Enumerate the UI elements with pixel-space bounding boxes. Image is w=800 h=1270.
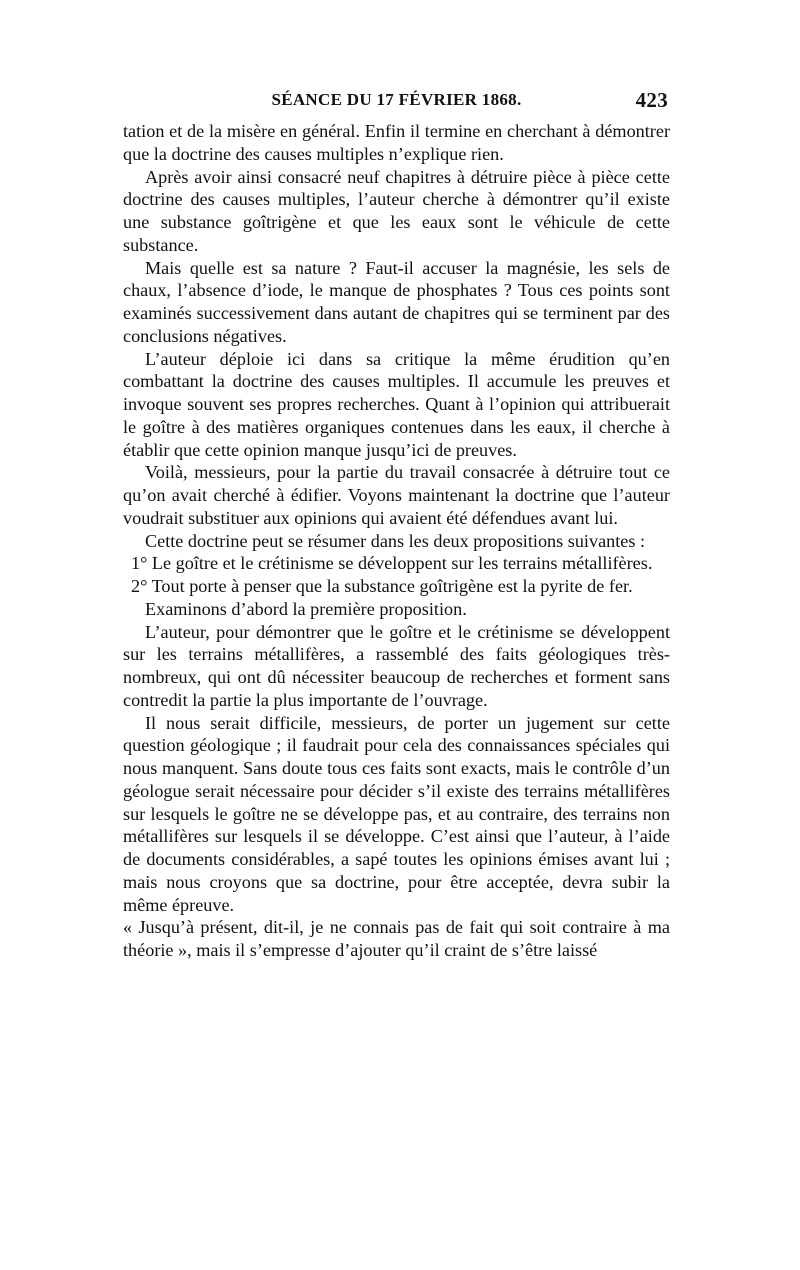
paragraph: Cette doctrine peut se résumer dans les deux propositions suivantes : xyxy=(145,530,646,551)
paragraph: Il nous serait difficile, messieurs, de porter un jugement sur cette question géologique ; il faudrait pour cela des connaissances spéciales qui nous manquent. Sans doute tous ces faits sont exacts, mais le contrôle d’un géologue serait nécessaire pour décider s’il existe des terrains métallifères sur lesquels le goître ne se développe pas, et au contraire, des terrains non métallifères sur lesquels il se développe. C’est ainsi que l’auteur, à l’aide de documents considérables, a sapé toutes les opinions émises avant lui ; mais nous croyons que sa doctrine, pour être acceptée, devra subir la même épreuve. xyxy=(123,712,670,915)
running-title: SÉANCE DU 17 FÉVRIER 1868. xyxy=(271,90,522,109)
paragraph: L’auteur déploie ici dans sa critique la même érudition qu’en combattant la doctrine des causes multiples. Il accumule les preuves et invoque souvent ses propres recherches. Quant à l’opinion qui attribuerait le goître à des matières organiques contenues dans les eaux, il cherche à établir que cette opinion manque jusqu’ici de preuves. xyxy=(123,348,670,460)
proposition-1: 1° Le goître et le crétinisme se développent sur les terrains métallifères. xyxy=(131,553,653,574)
proposition-2: 2° Tout porte à penser que la substance goîtrigène est la pyrite de fer. xyxy=(131,576,633,596)
paragraph: Voilà, messieurs, pour la partie du travail consacrée à détruire tout ce qu’on avait cherché à édifier. Voyons maintenant la doctrine que l’auteur voudrait substituer aux opinions qui avaient été défendues avant lui. xyxy=(123,462,670,528)
paragraph: Examinons d’abord la première proposition. xyxy=(145,598,467,619)
paragraph: Après avoir ainsi consacré neuf chapitres à détruire pièce à pièce cette doctrine des causes multiples, l’auteur cherche à démontrer qu’il existe une substance goîtrigène et que les eaux sont le véhicule de cette substance. xyxy=(123,166,670,255)
paragraph-quote: « Jusqu’à présent, dit-il, je ne connais pas de fait qui soit contraire à ma théorie », mais il s’empresse d’ajouter qu’il craint de s’être laissé xyxy=(123,917,670,960)
paragraph-continued: tation et de la misère en général. Enfin il termine en cherchant à démontrer que la doctrine des causes multiples n’explique rien. xyxy=(123,121,670,164)
paragraph: L’auteur, pour démontrer que le goître et le crétinisme se développent sur les terrains métallifères, a rassemblé des faits géologiques très-nombreux, qui ont dû nécessiter beaucoup de recherches et forment sans contredit la partie la plus importante de l’ouvrage. xyxy=(123,621,670,710)
body-text xyxy=(123,120,670,962)
running-head xyxy=(123,90,670,120)
page-number: 423 xyxy=(635,88,668,112)
book-page xyxy=(123,90,670,962)
paragraph: Mais quelle est sa nature ? Faut-il accuser la magnésie, les sels de chaux, l’absence d’iode, le manque de phosphates ? Tous ces points sont examinés successivement dans autant de chapitres qui se terminent par des conclusions négatives. xyxy=(123,257,670,346)
